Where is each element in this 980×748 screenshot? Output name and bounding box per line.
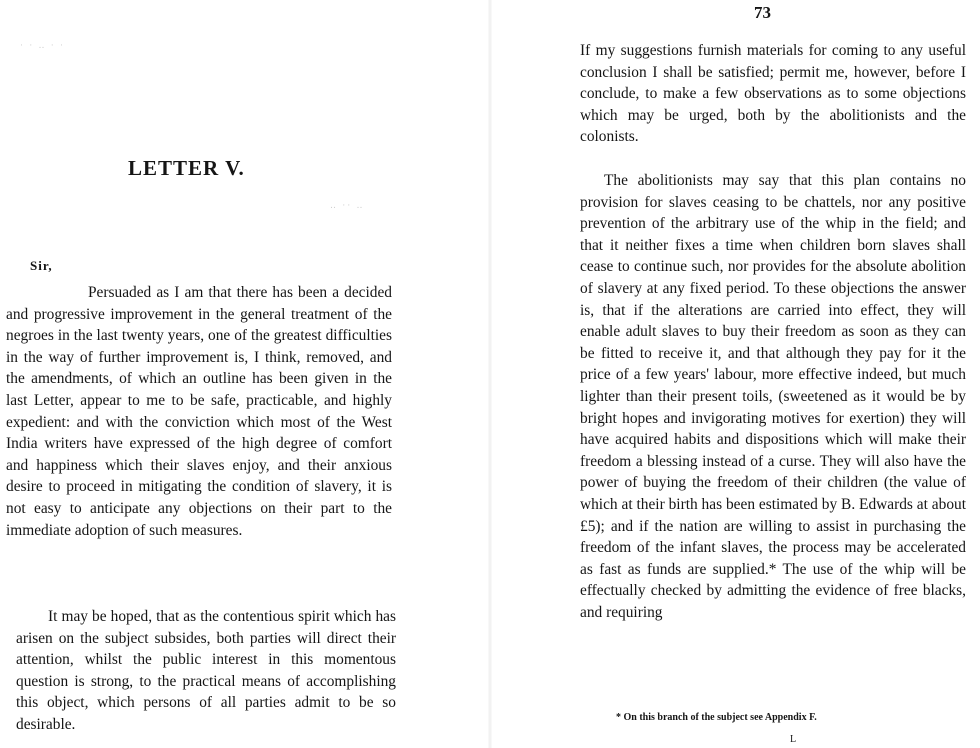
body-paragraph: It may be hoped, that as the contentious spirit which has arisen on the subject subsides, both parties will direct their attention, whilst the public interest in this momentous question is strong, to the practical means of accomplishing this object, which persons of all parties admit to be so desirable. — [16, 608, 396, 733]
bleed-through-smudge: · · ‥ · · — [20, 40, 65, 50]
footnote: * On this branch of the subject see Appendix F. — [616, 712, 817, 723]
bleed-through-smudge: ‥ ·· ‥ — [330, 200, 365, 210]
page-number: 73 — [754, 3, 771, 22]
letter-heading: LETTER V. — [128, 156, 245, 180]
body-paragraph: Persuaded as I am that there has been a decided and progressive improvement in the general treatment of the negroes in the last twenty years, one of the greatest difficulties in the way of further improvement is, I think, removed, and the amendments, of which an outline has been given in the last Letter, appear to me to be safe, practicable, and highly expedient: and with the conviction which most of the West India writers have expressed of the high degree of comfort and happiness which their slaves enjoy, and their anxious desire to proceed in mitigating the condition of slavery, it is not easy to anticipate any objections on their part to the immediate adoption of such measures. — [6, 284, 392, 539]
salutation: Sir, — [30, 258, 53, 273]
right-page — [490, 0, 980, 748]
body-paragraph: The abolitionists may say that this plan contains no provision for slaves ceasing to be chattels, nor any positive prevention of the arbitrary use of the whip in the field; and that it neither fixes a time when children born slaves shall cease to continue such, nor provides for the absolute abolition of slavery at any fixed period. To these objections the answer is, that if the alterations are carried into effect, they will enable adult slaves to buy their freedom as soon as they can be fitted to receive it, and that although they pay for it the price of a few years' labour, more effective indeed, but much lighter than their present toils, (sweetened as it would be by bright hopes and invigorating motives for exertion) they will have acquired habits and dispositions which will make their freedom a blessing instead of a curse. They will also have the power of buying the freedom of their children (the value of which at their birth has been estimated by B. Edwards at about £5); and if the nation are willing to assist in purchasing the freedom of the infant slaves, the process may be accelerated as fast as funds are supplied.* The use of the whip will be effectually checked by admitting the evidence of free blacks, and requiring — [580, 172, 966, 621]
signature-mark: L — [790, 734, 797, 745]
body-paragraph: If my suggestions furnish materials for coming to any useful conclusion I shall be satisfied; permit me, however, before I conclude, to make a few observations as to some objections which may be urged, both by the abolitionists and the colonists. — [580, 42, 966, 146]
